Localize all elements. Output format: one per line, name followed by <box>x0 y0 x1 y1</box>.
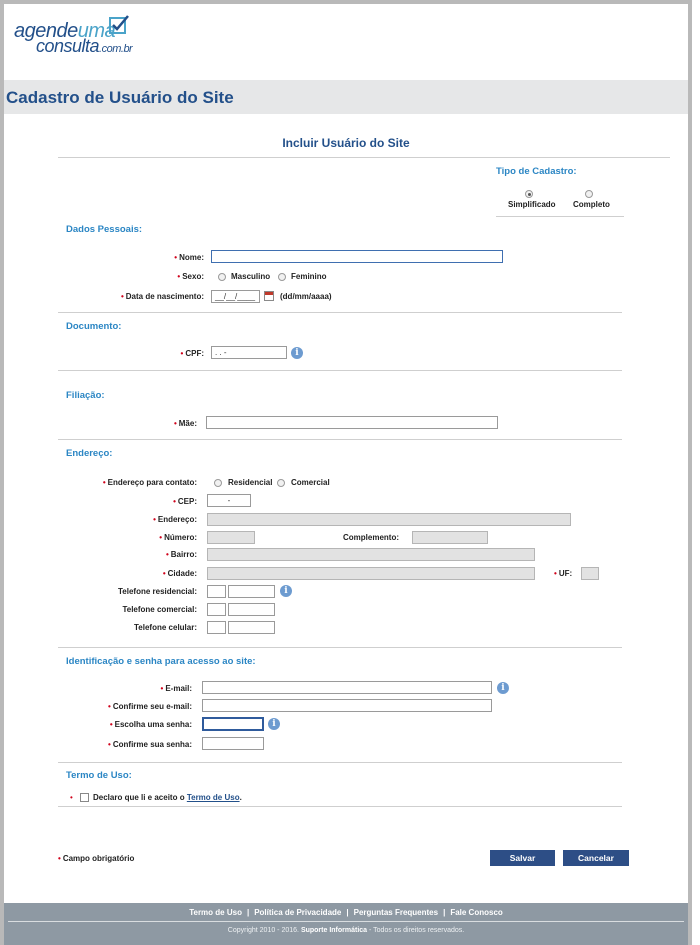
page-title: Cadastro de Usuário do Site <box>6 88 234 107</box>
email-input[interactable] <box>202 681 492 694</box>
site-logo[interactable] <box>14 14 134 58</box>
radio-completo-label: Completo <box>573 200 610 209</box>
section-termo: Termo de Uso: <box>66 770 132 781</box>
footer-sep: | <box>246 908 250 917</box>
telefone-comercial-label: Telefone comercial: <box>122 605 197 614</box>
tel-cel-number-input[interactable] <box>228 621 275 634</box>
frame-top-border <box>4 0 688 4</box>
save-button[interactable]: Salvar <box>490 850 555 866</box>
uf-input[interactable] <box>581 567 599 580</box>
logo-text-consulta: consulta <box>36 36 100 56</box>
termo-checkbox[interactable] <box>80 793 89 802</box>
cpf-label: • CPF: <box>180 349 204 358</box>
footer-link-termo[interactable]: Termo de Uso <box>189 908 242 917</box>
tel-com-number-input[interactable] <box>228 603 275 616</box>
required-note: • Campo obrigatório <box>58 854 135 863</box>
logo-line-2 <box>36 36 132 57</box>
sexo-label: • Sexo: <box>177 272 204 281</box>
telefone-info-icon[interactable]: i <box>280 585 292 597</box>
radio-residencial-label: Residencial <box>228 478 273 487</box>
section-dados-pessoais: Dados Pessoais: <box>66 224 143 235</box>
senha-label: • Escolha uma senha: <box>109 720 192 729</box>
logo-text-domain: .com.br <box>99 43 133 55</box>
confirme-senha-label: • Confirme sua senha: <box>108 740 192 749</box>
radio-residencial[interactable] <box>214 479 222 487</box>
endereco-contato-label: • Endereço para contato: <box>102 478 197 487</box>
footer-link-contato[interactable]: Fale Conosco <box>450 908 503 917</box>
logo-check-icon <box>108 14 130 36</box>
radio-simplificado[interactable] <box>525 190 533 198</box>
cpf-info-icon[interactable]: i <box>291 347 303 359</box>
email-label: • E-mail: <box>160 684 192 693</box>
divider <box>58 762 622 763</box>
divider <box>58 370 622 371</box>
cidade-input[interactable] <box>207 567 535 580</box>
data-nascimento-label: • Data de nascimento: <box>120 292 204 301</box>
nome-label: • Nome: <box>174 253 204 262</box>
cep-input[interactable]: - <box>207 494 251 507</box>
tel-cel-ddd-input[interactable] <box>207 621 226 634</box>
endereco-label: • Endereço: <box>153 515 197 524</box>
divider <box>58 647 622 648</box>
numero-label: • Número: <box>159 533 197 542</box>
divider <box>58 439 622 440</box>
tel-res-ddd-input[interactable] <box>207 585 226 598</box>
section-filiacao: Filiação: <box>66 390 105 401</box>
senha-info-icon[interactable]: i <box>268 718 280 730</box>
termo-text: Declaro que li e aceito o Termo de Uso. <box>93 793 242 802</box>
radio-feminino[interactable] <box>278 273 286 281</box>
section-endereco: Endereço: <box>66 448 113 459</box>
footer-sep: | <box>346 908 349 917</box>
footer-copyright: Copyright 2010 - 2016. Suporte Informática - Todos os direitos reservados. <box>227 927 465 934</box>
footer <box>4 903 688 945</box>
confirme-email-input[interactable] <box>202 699 492 712</box>
form-title: Incluir Usuário do Site <box>282 136 410 150</box>
termo-required-mark: • <box>70 793 73 802</box>
radio-comercial[interactable] <box>277 479 285 487</box>
mae-label: • Mãe: <box>173 419 197 428</box>
radio-comercial-label: Comercial <box>291 478 330 487</box>
uf-label: • UF: <box>554 569 573 578</box>
divider <box>58 806 622 807</box>
divider <box>58 157 670 158</box>
senha-input[interactable] <box>202 717 264 731</box>
cpf-input[interactable]: . . - <box>211 346 287 359</box>
footer-links <box>4 908 688 917</box>
footer-company: Suporte Informática <box>300 927 368 934</box>
confirme-senha-input[interactable] <box>202 737 264 750</box>
section-acesso: Identificação e senha para acesso ao site: <box>66 656 256 667</box>
data-nascimento-input[interactable]: __/__/____ <box>211 290 260 303</box>
email-info-icon[interactable]: i <box>497 682 509 694</box>
radio-simplificado-label: Simplificado <box>508 200 556 209</box>
termo-link[interactable]: Termo de Uso <box>186 793 240 802</box>
section-documento: Documento: <box>66 321 122 332</box>
logo-text-uma: uma <box>77 20 116 42</box>
footer-divider <box>8 921 684 922</box>
numero-input[interactable] <box>207 531 255 544</box>
radio-masculino[interactable] <box>218 273 226 281</box>
bairro-label: • Bairro: <box>165 550 197 559</box>
footer-link-privacidade[interactable]: Política de Privacidade <box>254 908 342 917</box>
cancel-button[interactable]: Cancelar <box>563 850 629 866</box>
calendar-icon[interactable] <box>264 291 274 301</box>
telefone-residencial-label: Telefone residencial: <box>118 587 197 596</box>
page-title-bar <box>4 80 688 114</box>
cidade-label: • Cidade: <box>162 569 197 578</box>
tel-com-ddd-input[interactable] <box>207 603 226 616</box>
logo-text-agende: agende <box>14 20 78 42</box>
cep-label: • CEP: <box>173 497 197 506</box>
endereco-input[interactable] <box>207 513 571 526</box>
footer-link-perguntas[interactable]: Perguntas Frequentes <box>353 908 439 917</box>
tipo-divider <box>496 216 624 217</box>
confirme-email-label: • Confirme seu e-mail: <box>108 702 192 711</box>
nome-input[interactable] <box>211 250 503 263</box>
radio-feminino-label: Feminino <box>291 272 327 281</box>
radio-masculino-label: Masculino <box>231 272 271 281</box>
data-hint: (dd/mm/aaaa) <box>280 292 332 301</box>
complemento-input[interactable] <box>412 531 488 544</box>
complemento-label: Complemento: <box>343 533 399 542</box>
footer-sep: | <box>443 908 446 917</box>
telefone-celular-label: Telefone celular: <box>134 623 197 632</box>
mae-input[interactable] <box>206 416 498 429</box>
bairro-input[interactable] <box>207 548 535 561</box>
tel-res-number-input[interactable] <box>228 585 275 598</box>
tipo-cadastro-title: Tipo de Cadastro: <box>496 166 577 177</box>
radio-completo[interactable] <box>585 190 593 198</box>
divider <box>58 312 622 313</box>
